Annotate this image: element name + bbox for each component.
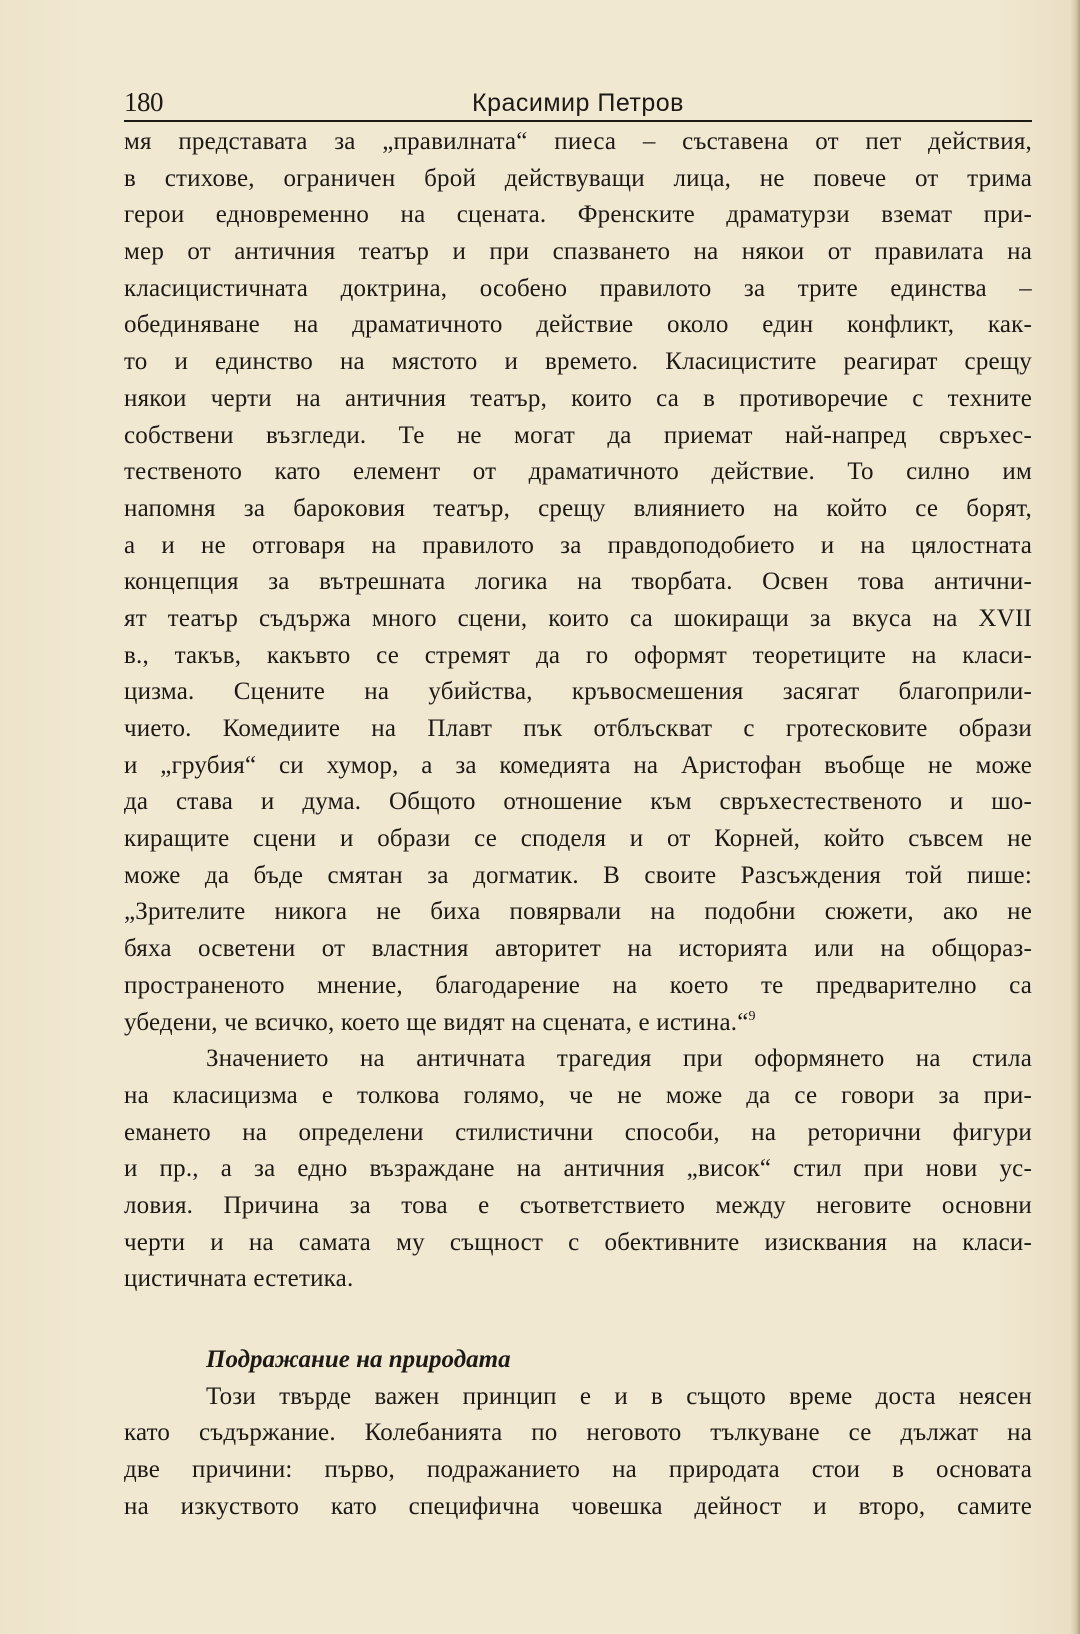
section-nature-imitation xyxy=(124,1342,1032,1525)
text-line: концепция за вътрешната логика на творбата. Освен това антични- xyxy=(124,568,1032,596)
text-line: пространеното мнение, благодарение на което те предварително са xyxy=(124,971,1032,999)
text-line: цизма. Сцените на убийства, кръвосмешения засягат благоприли- xyxy=(124,678,1032,706)
section-heading: Подражание на природата xyxy=(206,1346,511,1373)
text-line: на класицизма е толкова голямо, че не може да се говори за при- xyxy=(124,1081,1032,1109)
section-spacer xyxy=(124,1298,1032,1342)
page-edge-shadow xyxy=(1070,0,1080,1634)
body-text xyxy=(124,124,1032,1525)
text-line: ят театър съдържа много сцени, които са шокиращи за вкуса на XVII xyxy=(124,604,1032,632)
text-line: и „грубия“ си хумор, а за комедията на Аристофан въобще не може xyxy=(124,751,1032,779)
text-line: герои едновременно на сцената. Френските драматурзи вземат при- xyxy=(124,201,1032,229)
text-line: киращите сцени и образи се споделя и от Корней, който съвсем не xyxy=(124,825,1032,853)
text-line: тественото като елемент от драматичното действие. То силно им xyxy=(124,458,1032,486)
text-line: в стихове, ограничен брой действуващи лица, не повече от трима xyxy=(124,164,1032,192)
text-line-with-footnote xyxy=(124,1005,1032,1042)
text-line: напомня за барокoвия театър, срещу влиянието на който се борят, xyxy=(124,494,1032,522)
paragraph-1 xyxy=(124,124,1032,1041)
text-line: може да бъде смятан за догматик. В своите Разсъждения той пише: xyxy=(124,861,1032,889)
text-line: цистичната естетика. xyxy=(124,1265,354,1293)
text-line: бяха осветени от властния авторитет на историята или на общораз- xyxy=(124,935,1032,963)
text-line: някои черти на античния театър, които са в противоречие с техните xyxy=(124,384,1032,412)
text-line: класицистичната доктрина, особено правилото за трите единства – xyxy=(124,274,1032,302)
text-line: и пр., а за едно възраждане на античния „висок“ стил при нови ус- xyxy=(124,1155,1032,1183)
text-line: обединяване на драматичното действие около един конфликт, как- xyxy=(124,311,1032,339)
text-line: Този твърде важен принцип е и в същото време доста неясен xyxy=(206,1382,1032,1410)
text-line: на изкуството като специфична човешка дейност и второ, самите xyxy=(124,1492,1032,1520)
text-line: то и единство на мястото и времето. Класицистите реагират срещу xyxy=(124,348,1032,376)
text-line: две причини: първо, подражанието на природата стои в основата xyxy=(124,1456,1032,1484)
text-line: а и не отговаря на правилото за правдоподобието и на цялостната xyxy=(124,531,1032,559)
text-line: да става и дума. Общото отношение към свръхестественото и шо- xyxy=(124,788,1032,816)
text-line: ловия. Причина за това е съответствието между неговите основни xyxy=(124,1191,1032,1219)
text-line: чието. Комедиите на Плавт пък отблъскват с гротесковите образи xyxy=(124,715,1032,742)
footnote-reference: 9 xyxy=(748,1008,756,1024)
text-line: мя представата за „правилната“ пиеса – съставена от пет действия, xyxy=(124,128,1032,155)
text-line: Значението на античната трагедия при оформянето на стила xyxy=(206,1045,1032,1073)
paragraph-2 xyxy=(124,1041,1032,1298)
text-line: черти и на самата му същност с обективните изисквания на класи- xyxy=(124,1228,1032,1256)
page-header xyxy=(124,86,1032,122)
text-line: мер от античния театър и при спазването на някои от правилата на xyxy=(124,238,1032,266)
text-line: собствени възгледи. Те не могат да приемат най-напред свръхес- xyxy=(124,421,1032,449)
text-line: като съдържание. Колебанията по неговото тълкуване се дължат на xyxy=(124,1419,1032,1447)
text-line: „Зрителите никога не биха повярвали на подобни сюжети, ако не xyxy=(124,898,1032,926)
text-line: емането на определени стилистични способи, на реторични фигури xyxy=(124,1118,1032,1146)
running-head-author: Красимир Петров xyxy=(472,89,684,117)
page-number: 180 xyxy=(124,87,163,117)
text-line: в., такъв, какъвто се стремят да го оформят теоретиците на класи- xyxy=(124,641,1032,669)
text-line: убедени, че всичко, което ще видят на сцената, е истина.“ xyxy=(124,1008,749,1036)
